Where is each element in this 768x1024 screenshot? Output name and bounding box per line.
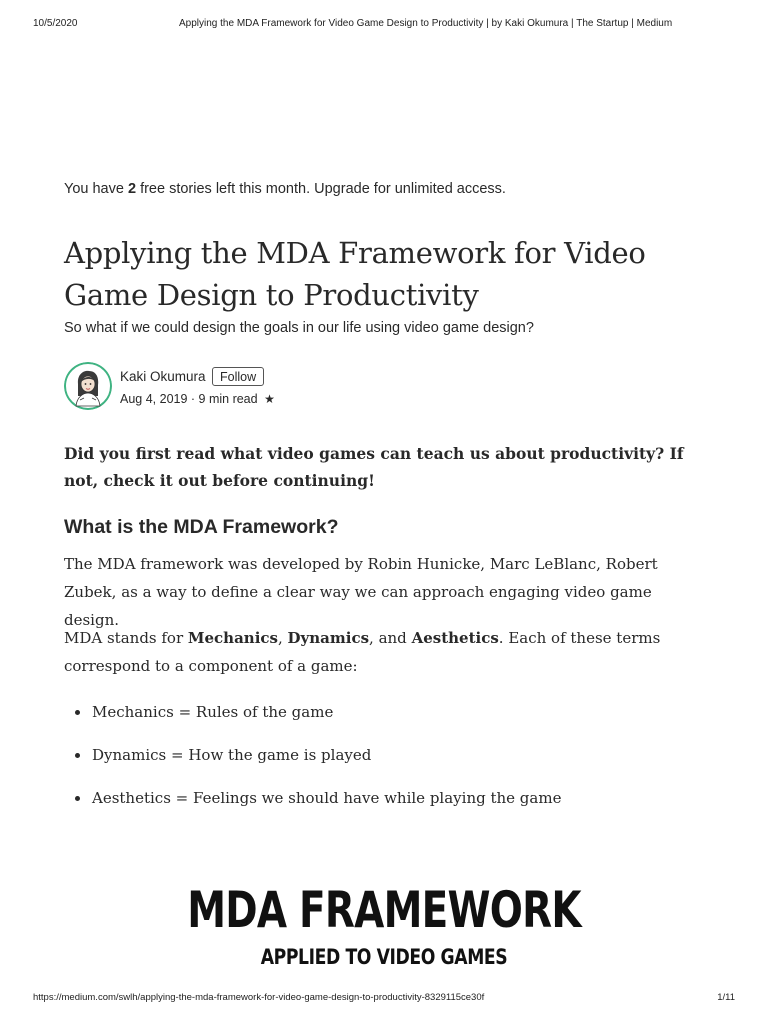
term-mechanics: Mechanics <box>187 629 278 647</box>
paywall-suffix[interactable]: free stories left this month. Upgrade for unlimited access. <box>136 181 506 197</box>
term-aesthetics: Aesthetics <box>411 629 499 647</box>
paywall-notice <box>64 181 506 197</box>
section-heading: What is the MDA Framework? <box>64 516 339 538</box>
print-header <box>33 18 732 32</box>
print-doc-title: Applying the MDA Framework for Video Game Design to Productivity | by Kaki Okumura | The Startup | Medium <box>179 18 673 29</box>
author-name[interactable]: Kaki Okumura <box>120 369 206 384</box>
avatar[interactable] <box>64 362 112 410</box>
list-item-text: Dynamics = How the game is played <box>92 746 372 764</box>
bullet-icon <box>75 796 80 801</box>
star-icon: ★ <box>264 392 275 406</box>
lead-paragraph: Did you first read what video games can teach us about productivity? If not, check it out before continuing! <box>64 444 684 490</box>
article-figure <box>0 878 768 978</box>
author-block <box>64 362 464 418</box>
print-url[interactable]: https://medium.com/swlh/applying-the-mda-framework-for-video-game-design-to-productivity-8329115ce30f <box>33 992 485 1003</box>
list-item <box>64 784 704 827</box>
para2-text-2: , <box>278 629 288 647</box>
figure-title: MDA FRAMEWORK <box>187 881 581 939</box>
print-footer <box>33 992 735 1006</box>
term-dynamics: Dynamics <box>287 629 370 647</box>
list-item-text: Mechanics = Rules of the game <box>92 703 334 721</box>
bullet-icon <box>75 753 80 758</box>
paragraph-mda-terms <box>64 624 704 680</box>
list-item <box>64 698 704 741</box>
paywall-prefix: You have <box>64 181 128 197</box>
paywall-count: 2 <box>127 181 137 197</box>
figure-subtitle: APPLIED TO VIDEO GAMES <box>260 945 508 969</box>
article-title: Applying the MDA Framework for Video Game Design to Productivity <box>64 236 646 312</box>
print-date: 10/5/2020 <box>33 18 78 29</box>
list-item <box>64 741 704 784</box>
follow-button[interactable]: Follow <box>212 367 264 386</box>
post-meta <box>120 392 275 406</box>
para2-text-3: , and <box>369 629 412 647</box>
para2-text-1: MDA stands for <box>64 629 188 647</box>
print-page-number: 1/11 <box>717 992 735 1003</box>
avatar-illustration-icon <box>64 362 112 410</box>
mda-list <box>64 698 704 827</box>
bullet-icon <box>75 710 80 715</box>
post-date-readtime: Aug 4, 2019 · 9 min read <box>120 392 258 406</box>
para2-text-4: . Each of these terms correspond to a component of a game: <box>64 629 661 675</box>
article-subtitle: So what if we could design the goals in our life using video game design? <box>64 320 534 336</box>
list-item-text: Aesthetics = Feelings we should have while playing the game <box>92 789 562 807</box>
paragraph-history: The MDA framework was developed by Robin Hunicke, Marc LeBlanc, Robert Zubek, as a way to define a clear way we can approach engaging video game design. <box>64 555 658 629</box>
